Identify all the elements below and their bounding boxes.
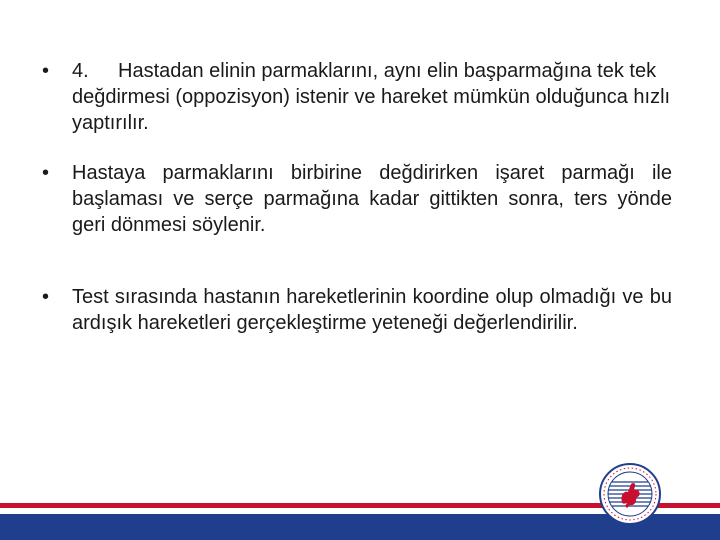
bullet-item	[42, 284, 672, 336]
bullet-text: Hastaya parmaklarını birbirine değdirirken işaret parmağı ile başlaması ve serçe parmağına kadar gittikten sonra, ters yönde geri dönmesi söylenir.	[72, 162, 672, 236]
bullet-marker: •	[42, 286, 50, 308]
bullet-item	[42, 58, 672, 136]
bullet-number: 4.	[72, 60, 89, 82]
bullet-marker: •	[42, 60, 50, 82]
bullet-text	[72, 58, 672, 136]
bullet-item	[42, 160, 672, 238]
university-seal-icon	[598, 462, 662, 526]
bullet-marker: •	[42, 162, 50, 184]
bullet-text-content: Hastadan elinin parmaklarını, aynı elin başparmağına tek tek değdirmesi (oppozisyon) istenir ve hareket mümkün olduğunca hızlı yaptırılır.	[72, 60, 671, 134]
bullet-text: Test sırasında hastanın hareketlerinin koordine olup olmadığı ve bu ardışık hareketleri gerçekleştirme yeteneği değerlendirilir.	[72, 286, 672, 334]
bullet-list	[42, 58, 672, 336]
